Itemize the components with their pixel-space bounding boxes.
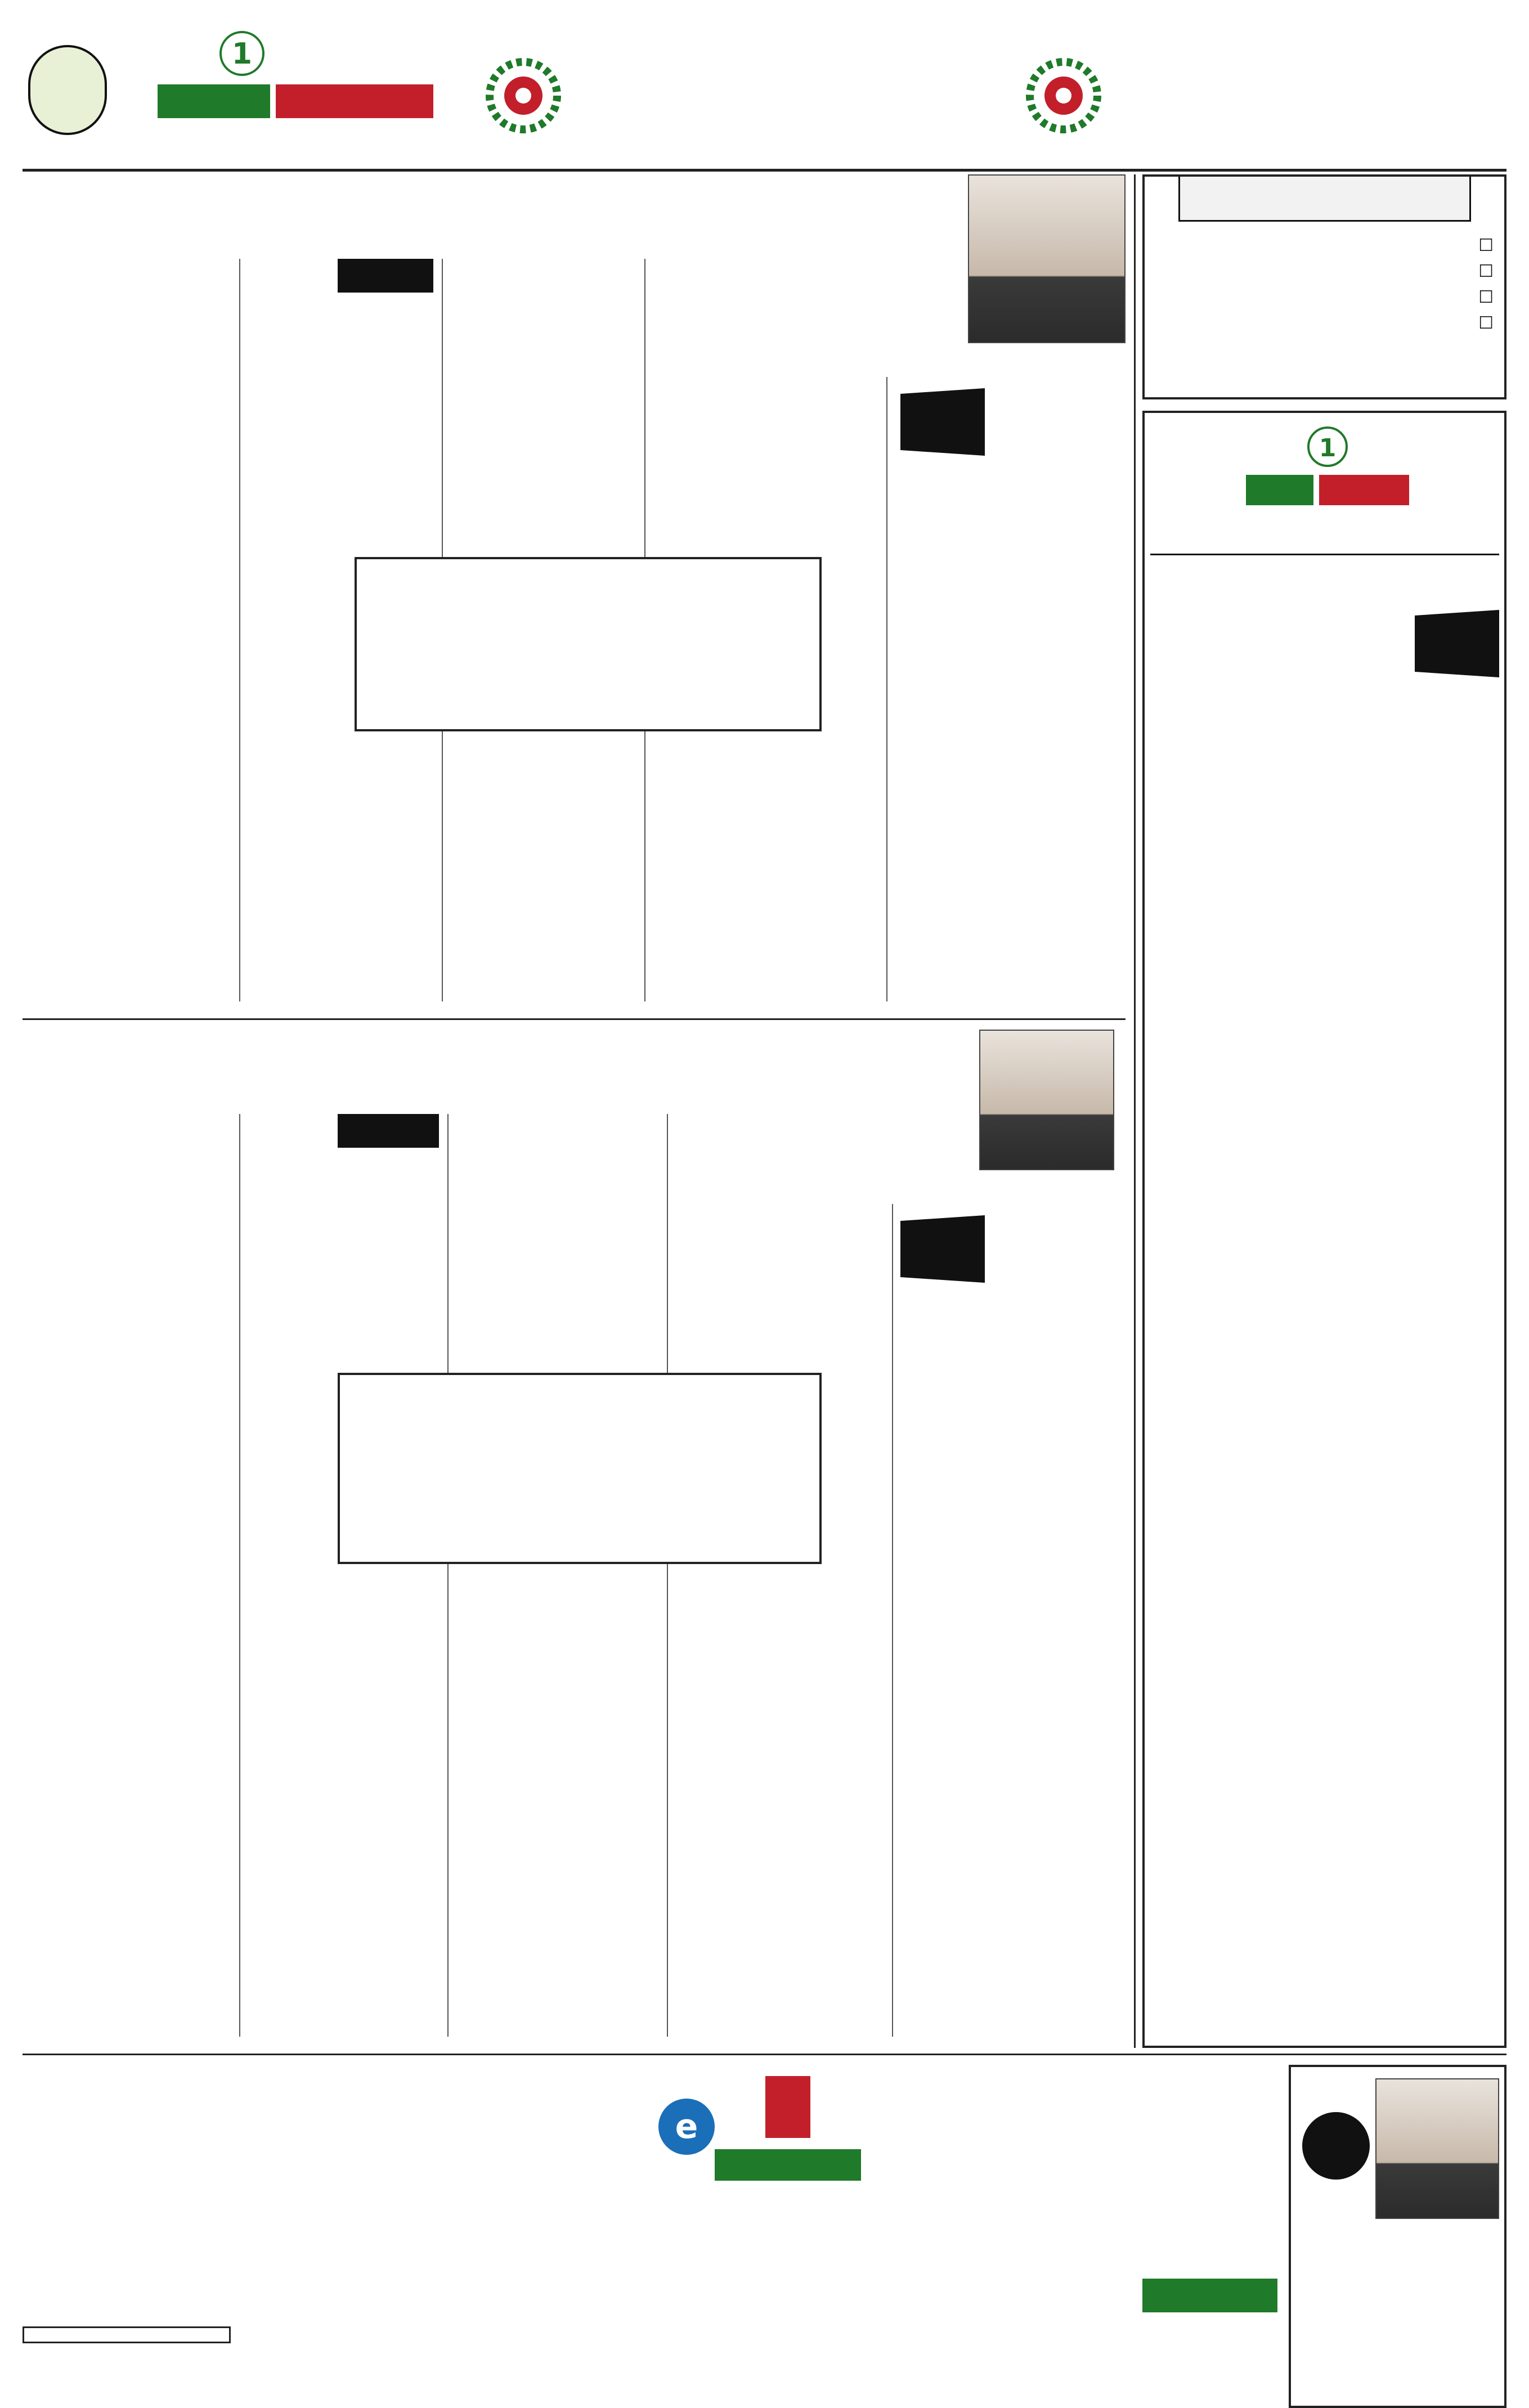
author-photo (968, 174, 1126, 343)
analysis-label (338, 1114, 439, 1148)
quotes-title (1178, 177, 1471, 222)
editorial-2-col-5 (900, 1215, 1126, 1778)
column-author-badge (1415, 610, 1499, 677)
ornament-left-icon (484, 56, 563, 135)
letters-col-3 (236, 2065, 439, 2397)
letters-text (653, 2217, 867, 2391)
editorial-1-pullquote (355, 557, 822, 731)
editorial-1-col-1 (23, 259, 231, 1001)
svg-text:1: 1 (231, 37, 253, 71)
kicker-badge-2 (900, 1215, 985, 1283)
aaina-label (1302, 2112, 1370, 2180)
letters-icon (653, 2065, 867, 2189)
bottom-article (878, 2065, 1126, 2397)
bottom-article-text (878, 2070, 1126, 2284)
sidebar-masthead (1235, 424, 1420, 537)
letters-box (653, 2065, 867, 2397)
ornament-right-icon (1024, 56, 1103, 135)
svg-text:1: 1 (1319, 434, 1337, 462)
editorial-1 (23, 174, 1126, 1013)
poet-name (1142, 2279, 1277, 2312)
quote-1 (1156, 233, 1494, 259)
svg-text:e: e (675, 2107, 698, 2146)
quote-2 (1156, 259, 1494, 285)
editorial-2-col-5-cont (900, 1789, 1126, 2037)
quote-4 (1156, 311, 1494, 336)
sidebar-column-box (1142, 411, 1506, 2048)
page-number-badge (28, 45, 107, 135)
bottom-band-divider (23, 2054, 1506, 2055)
editorial-2-pullquote (338, 1373, 822, 1564)
letters-col-4 (23, 2065, 231, 2301)
kicker-badge (900, 388, 985, 456)
sidebar-column-text (1156, 610, 1409, 1172)
notice-box (23, 2326, 231, 2343)
quotes-box (1142, 174, 1506, 399)
quote-3 (1156, 285, 1494, 311)
letters-col-2 (445, 2065, 647, 2397)
checkbox-icon: ☐ (1478, 287, 1494, 307)
header-divider (23, 169, 1506, 172)
checkbox-icon: ☐ (1478, 236, 1494, 255)
page-header (23, 23, 1506, 169)
author-photo-2 (979, 1030, 1114, 1170)
masthead-logo (135, 28, 450, 158)
sidebar-column-text-cont (1156, 1206, 1494, 1994)
editorial-2 (23, 1024, 1126, 2048)
sidebar-column-headline (1150, 554, 1499, 555)
review-label (338, 259, 433, 293)
poet-photo (1375, 2078, 1499, 2219)
checkbox-icon: ☐ (1478, 313, 1494, 333)
editorial-1-col-5 (895, 388, 1126, 1001)
poem (1142, 2065, 1277, 2402)
editorial-2-col-3-cont (456, 1789, 658, 2037)
mid-divider (23, 1018, 1126, 1020)
aaina-box (1289, 2065, 1506, 2408)
masthead-emblem (135, 28, 450, 158)
editorial-2-col-1 (23, 1114, 231, 1778)
checkbox-icon: ☐ (1478, 262, 1494, 281)
editorial-2-col-4-cont (675, 1789, 884, 2037)
editorial-2-col-2-cont (248, 1789, 439, 2037)
editorial-2-col-1-cont (23, 1789, 231, 2037)
